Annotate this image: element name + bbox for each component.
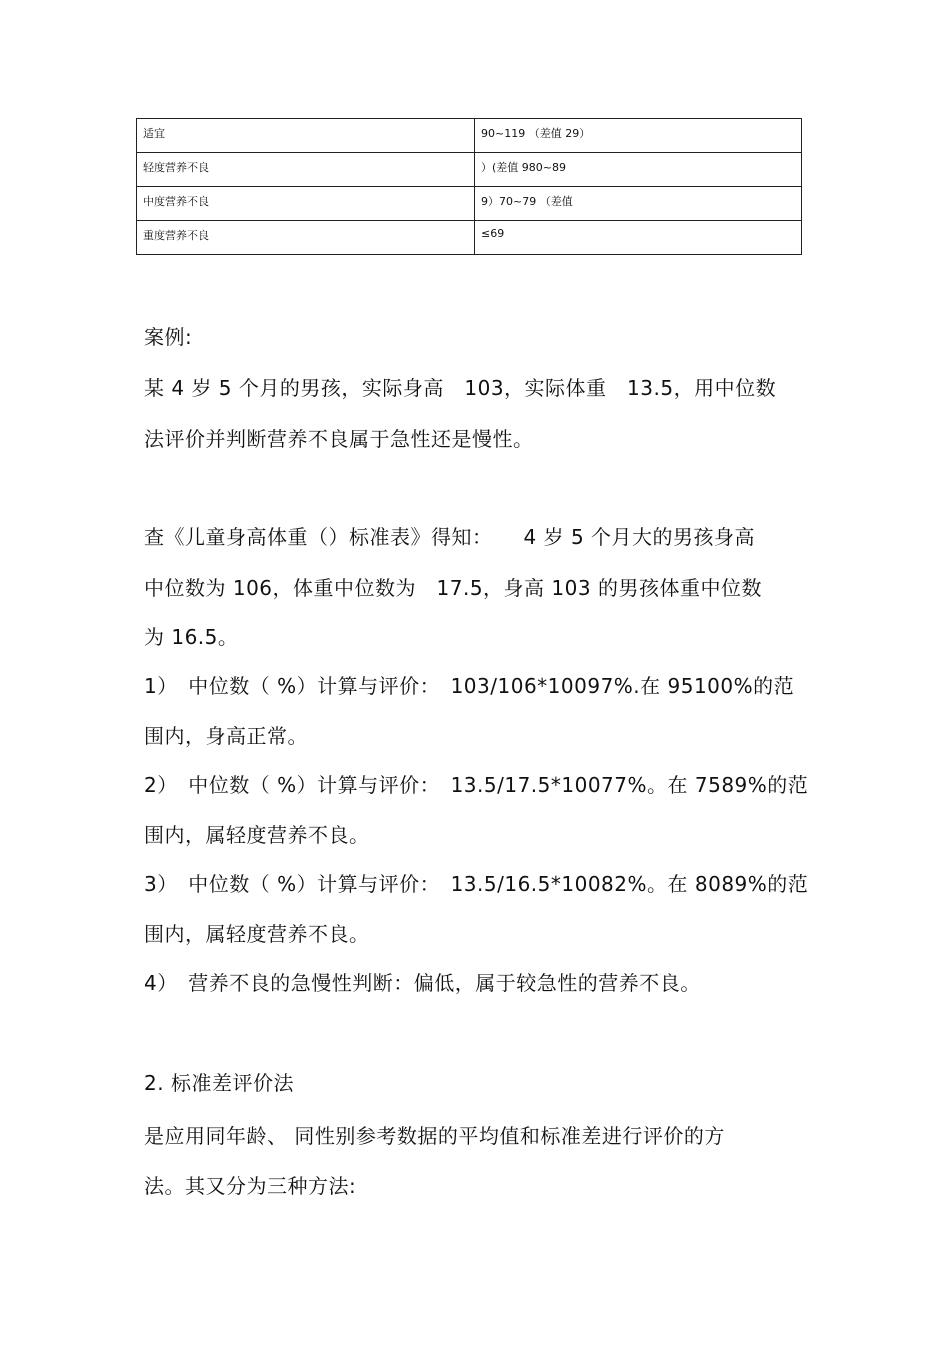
- table-row: [137, 221, 802, 255]
- table-cell-label: 重度营养不良: [137, 221, 475, 255]
- step-3-line: 围内，属轻度营养不良。: [144, 922, 370, 946]
- lookup-text-line: 查《儿童身高体重（）标准表》得知： 4 岁 5 个月大的男孩身高: [144, 525, 756, 549]
- lookup-text-line: 中位数为 106，体重中位数为 17.5，身高 103 的男孩体重中位数: [144, 576, 762, 600]
- table-cell-label: 适宜: [137, 119, 475, 153]
- step-2-line: 围内，属轻度营养不良。: [144, 823, 370, 847]
- table-cell-value: 90~119 （差值 29）: [475, 119, 802, 153]
- step-4-line: 4） 营养不良的急慢性判断：偏低，属于较急性的营养不良。: [144, 971, 701, 995]
- table-row: [137, 187, 802, 221]
- case-heading: 案例:: [144, 325, 193, 349]
- table-row: [137, 153, 802, 187]
- case-text-line: 法评价并判断营养不良属于急性还是慢性。: [144, 427, 534, 451]
- step-2-line: 2） 中位数（ %）计算与评价： 13.5/17.5*10077%。在 7589%的范: [144, 773, 809, 797]
- table-cell-label: 中度营养不良: [137, 187, 475, 221]
- table-cell-value: ≤69: [475, 221, 802, 255]
- step-1-line: 1） 中位数（ %）计算与评价： 103/106*10097%.在 95100%的范: [144, 674, 795, 698]
- lookup-text-line: 为 16.5。: [144, 625, 239, 649]
- table-cell-value: ）(差值 980~89: [475, 153, 802, 187]
- paragraph-line: 是应用同年龄、 同性别参考数据的平均值和标准差进行评价的方: [144, 1124, 725, 1148]
- table-cell-label: 轻度营养不良: [137, 153, 475, 187]
- table-row: [137, 119, 802, 153]
- paragraph-line: 法。其又分为三种方法:: [144, 1174, 357, 1198]
- step-3-line: 3） 中位数（ %）计算与评价： 13.5/16.5*10082%。在 8089%的范: [144, 872, 809, 896]
- table-cell-value: 9）70~79 （差值: [475, 187, 802, 221]
- step-1-line: 围内，身高正常。: [144, 724, 308, 748]
- classification-table: [136, 118, 802, 255]
- case-text-line: 某 4 岁 5 个月的男孩，实际身高 103，实际体重 13.5，用中位数: [144, 376, 777, 400]
- section-heading: 2. 标准差评价法: [144, 1071, 294, 1095]
